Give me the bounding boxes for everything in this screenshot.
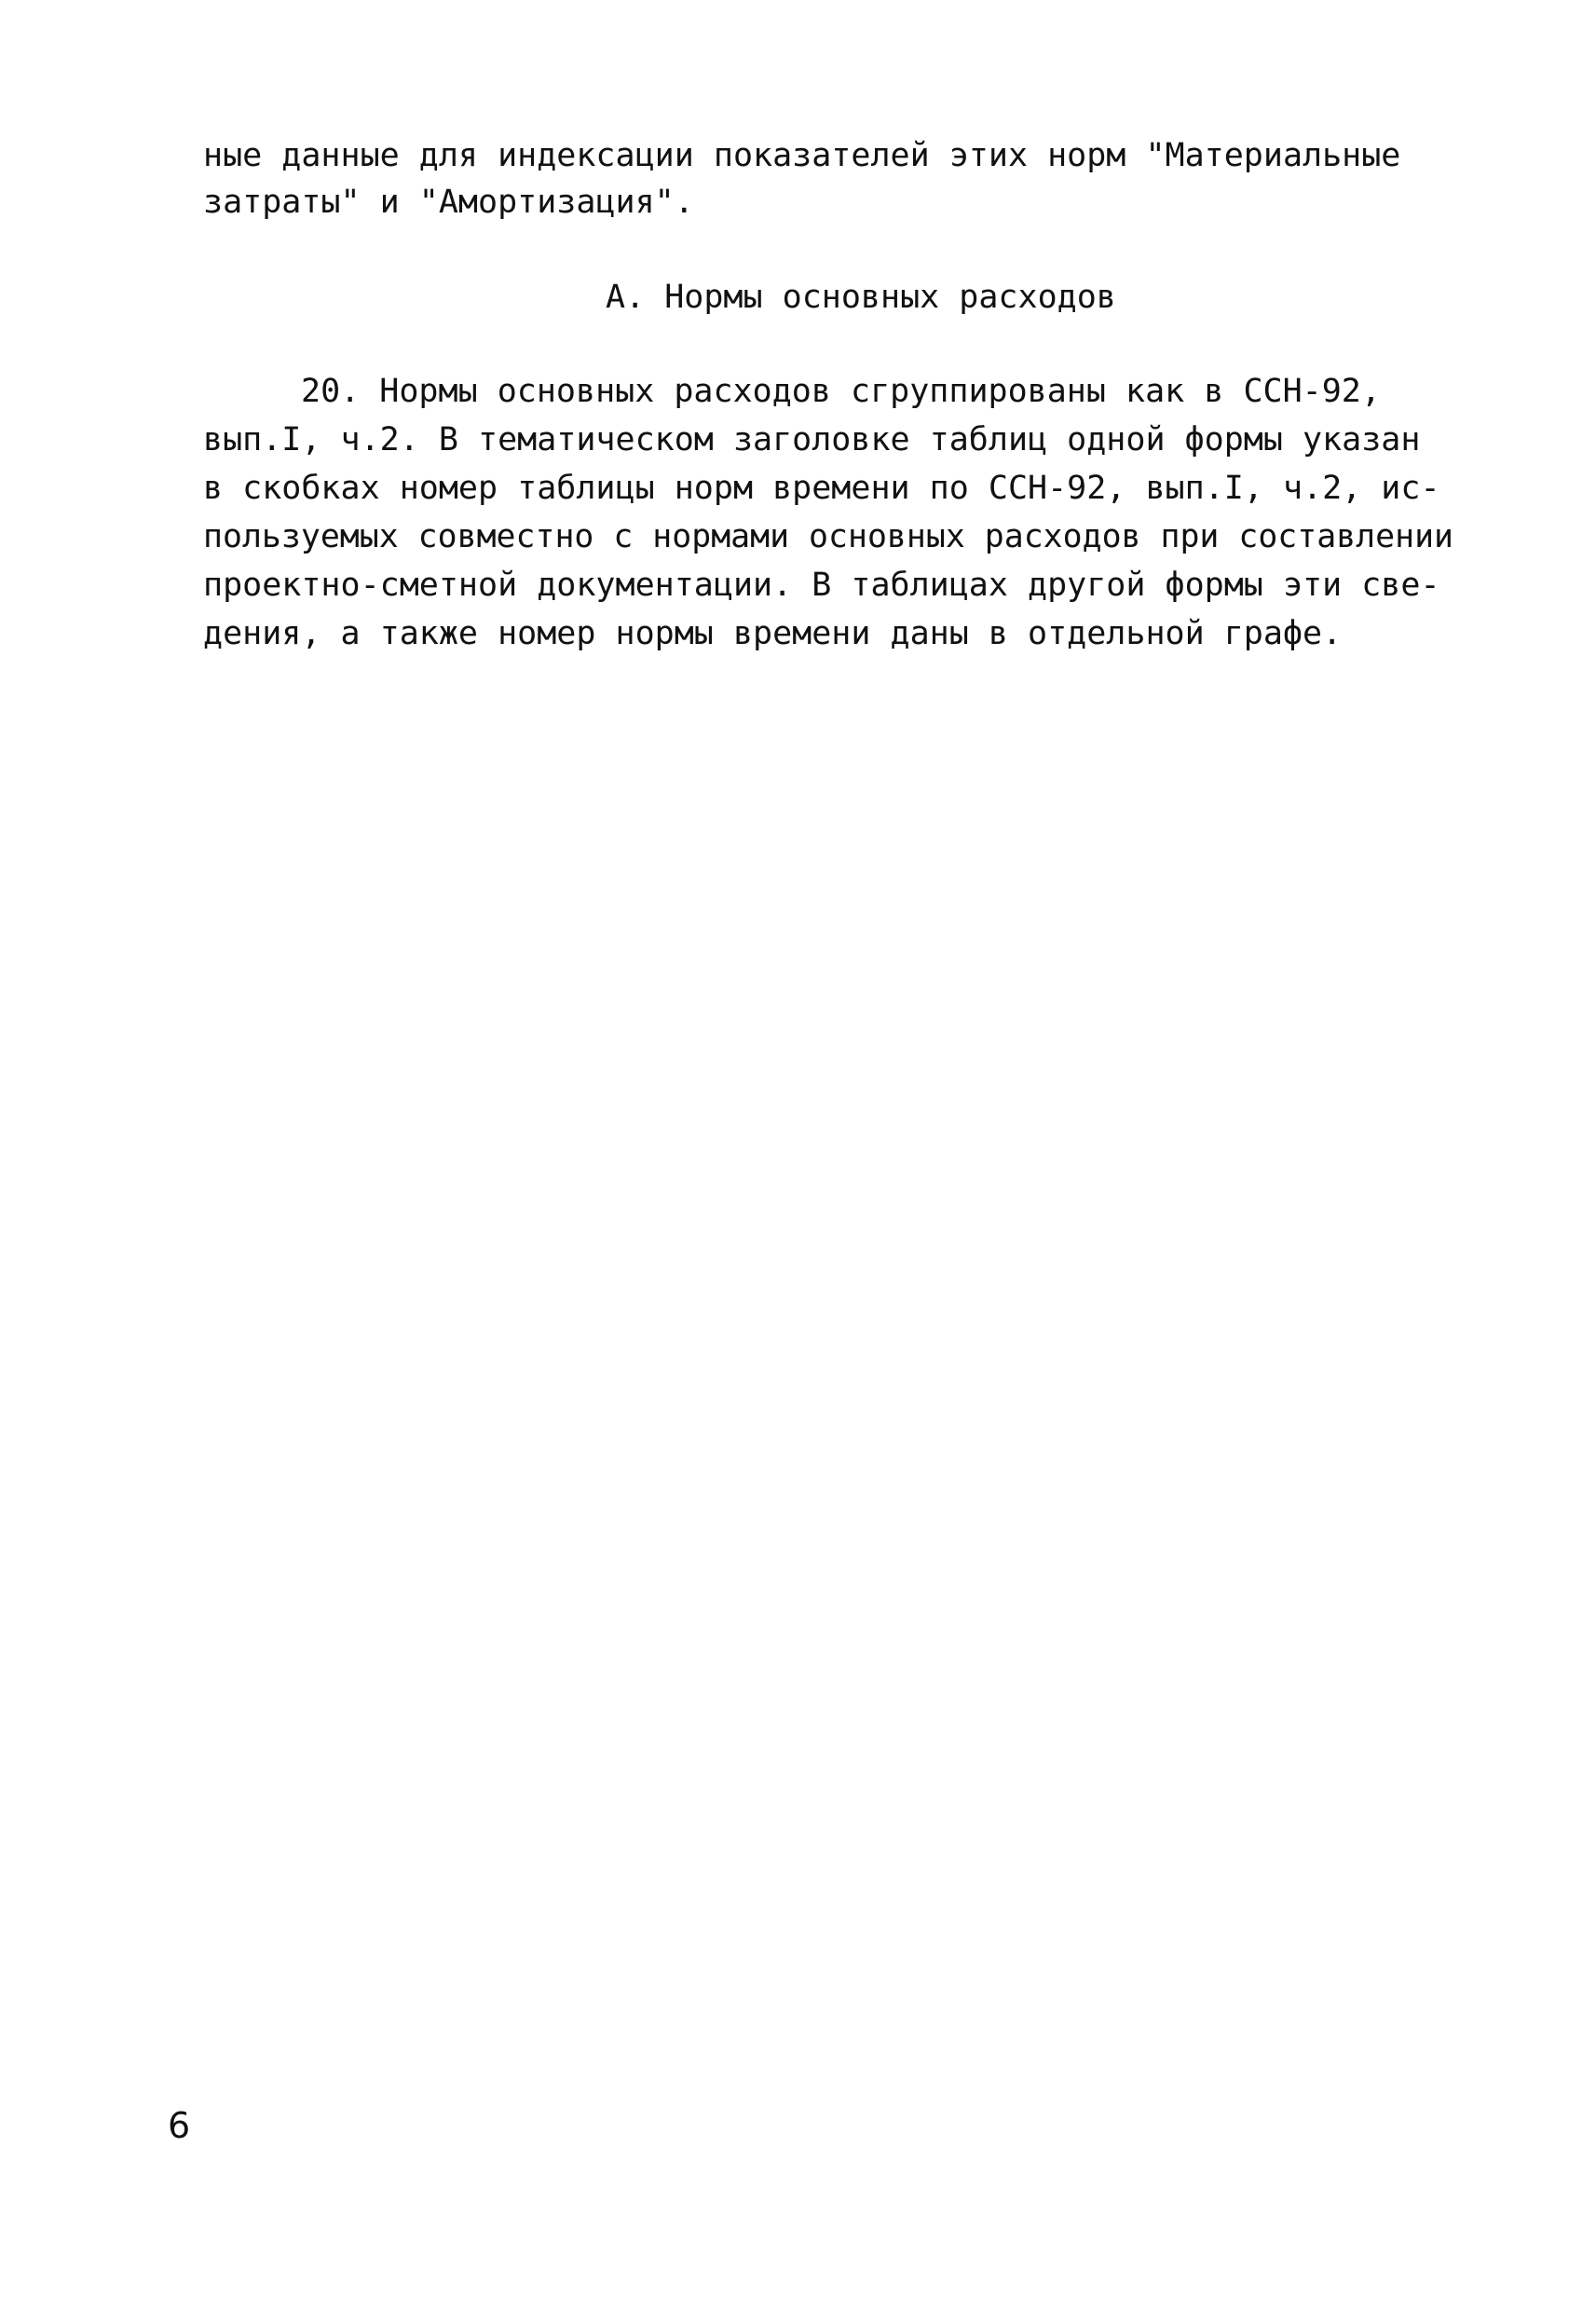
- page-number: 6: [168, 2105, 191, 2146]
- continuation-line-1: ные данные для индексации показателей этих норм "Материальные: [203, 137, 1401, 174]
- paragraph-line-2: вып.I, ч.2. В тематическом заголовке таблиц одной формы указан: [203, 421, 1421, 458]
- paragraph-line-6: дения, а также номер нормы времени даны в отдельной графе.: [203, 615, 1343, 652]
- paragraph-line-3: в скобках номер таблицы норм времени по ССН-92, вып.I, ч.2, ис-: [203, 470, 1440, 507]
- paragraph-line-1: 20. Нормы основных расходов сгруппированы как в ССН-92,: [301, 373, 1381, 410]
- continuation-line-2: затраты" и "Амортизация".: [203, 184, 694, 221]
- paragraph-line-4: пользуемых совместно с нормами основных расходов при составлении: [203, 518, 1453, 555]
- paragraph-line-5: проектно-сметной документации. В таблицах другой формы эти све-: [203, 567, 1440, 604]
- section-heading: А. Нормы основных расходов: [606, 279, 1116, 316]
